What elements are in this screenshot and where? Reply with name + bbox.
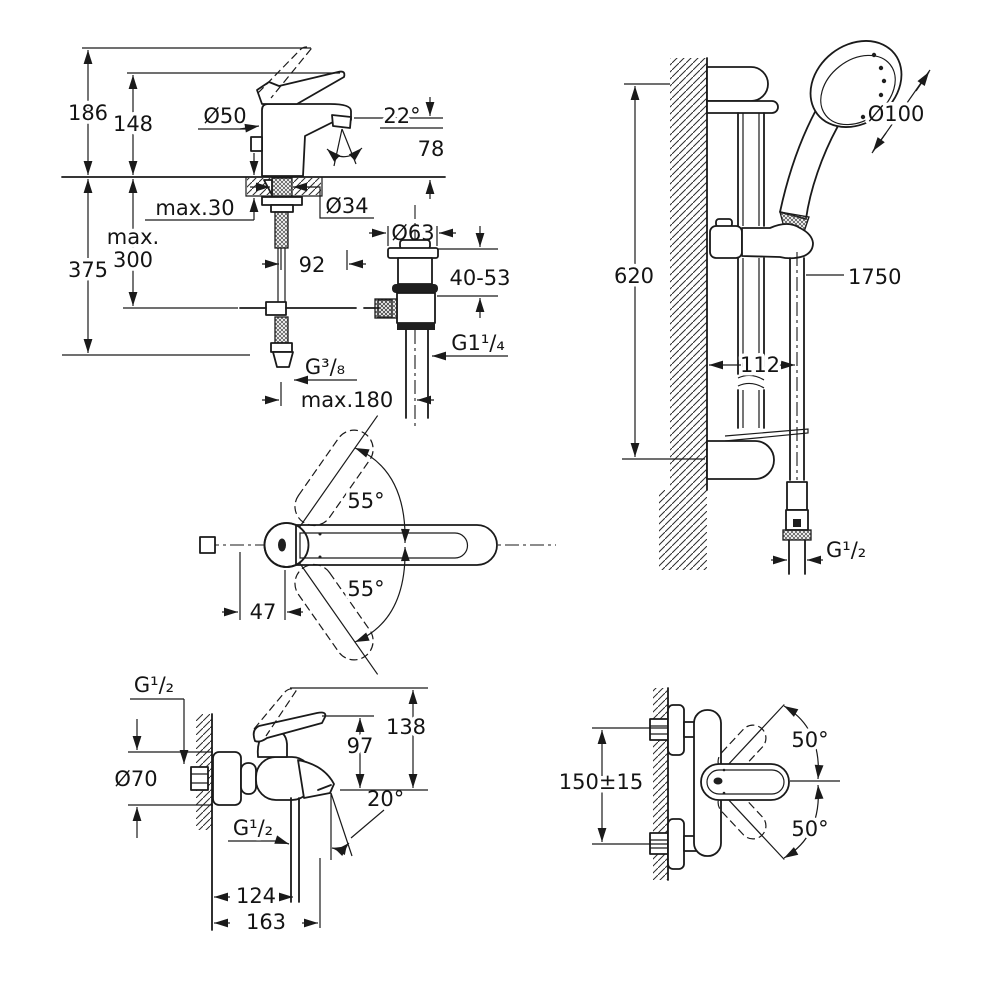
dim-rail-length: 620 xyxy=(613,264,655,288)
dim-waste-flange-diameter: Ø63 xyxy=(391,221,435,245)
pull-rod-knob xyxy=(251,137,262,151)
dim-rod-reach-max: max.180 xyxy=(300,388,394,412)
dim-rod-offset: 92 xyxy=(298,253,326,277)
dim-hose-depth-max-2: 300 xyxy=(112,248,154,272)
dim-spout-reach: 163 xyxy=(245,910,287,934)
dim-lever-raised-height: 138 xyxy=(385,715,427,739)
dim-lever-height: 97 xyxy=(346,734,374,758)
dim-aerator-angle: 22° xyxy=(383,104,421,128)
dim-supply-thread: G¹/₂ xyxy=(133,673,175,697)
dim-overall-depth: 375 xyxy=(67,258,109,282)
dim-swivel-down: 55° xyxy=(347,577,385,601)
dim-hose-thread: G¹/₂ xyxy=(826,538,867,562)
dim-spout-angle: 20° xyxy=(367,787,405,811)
dim-hole-diameter: Ø34 xyxy=(325,194,369,218)
dim-waste-clamping-range: 40-53 xyxy=(449,266,511,290)
pull-rod-knob-plan xyxy=(200,537,215,553)
dim-escutcheon-diameter: Ø70 xyxy=(114,767,158,791)
lever-plan xyxy=(296,525,497,565)
dim-wall-clearance: 112 xyxy=(739,353,781,377)
dim-head-diameter: Ø100 xyxy=(867,102,925,126)
dim-swivel-up: 55° xyxy=(347,489,385,513)
dim-spout-height: 78 xyxy=(417,137,445,161)
bottom-bracket xyxy=(707,441,774,479)
dim-total-height: 186 xyxy=(67,101,109,125)
dim-lever-height: 148 xyxy=(112,112,154,136)
dim-supply-thread: G³/₈ xyxy=(304,355,346,379)
dim-hose-depth-max-1: max. xyxy=(106,225,160,249)
dim-base-diameter: Ø50 xyxy=(203,104,247,128)
dim-swivel-down: 50° xyxy=(791,817,829,841)
dim-swivel-up: 50° xyxy=(791,728,829,752)
lever-front xyxy=(701,764,789,800)
dim-outlet-thread: G¹/₂ xyxy=(232,816,274,840)
dim-deck-thickness: max.30 xyxy=(155,196,235,220)
escutcheon xyxy=(213,752,241,805)
dim-connection-spacing: 150±15 xyxy=(558,770,644,794)
dim-lever-offset: 47 xyxy=(249,600,277,624)
dim-waste-thread: G1¹/₄ xyxy=(451,331,505,355)
dim-hose-length: 1750 xyxy=(848,265,902,289)
dim-outlet-offset: 124 xyxy=(235,884,277,908)
